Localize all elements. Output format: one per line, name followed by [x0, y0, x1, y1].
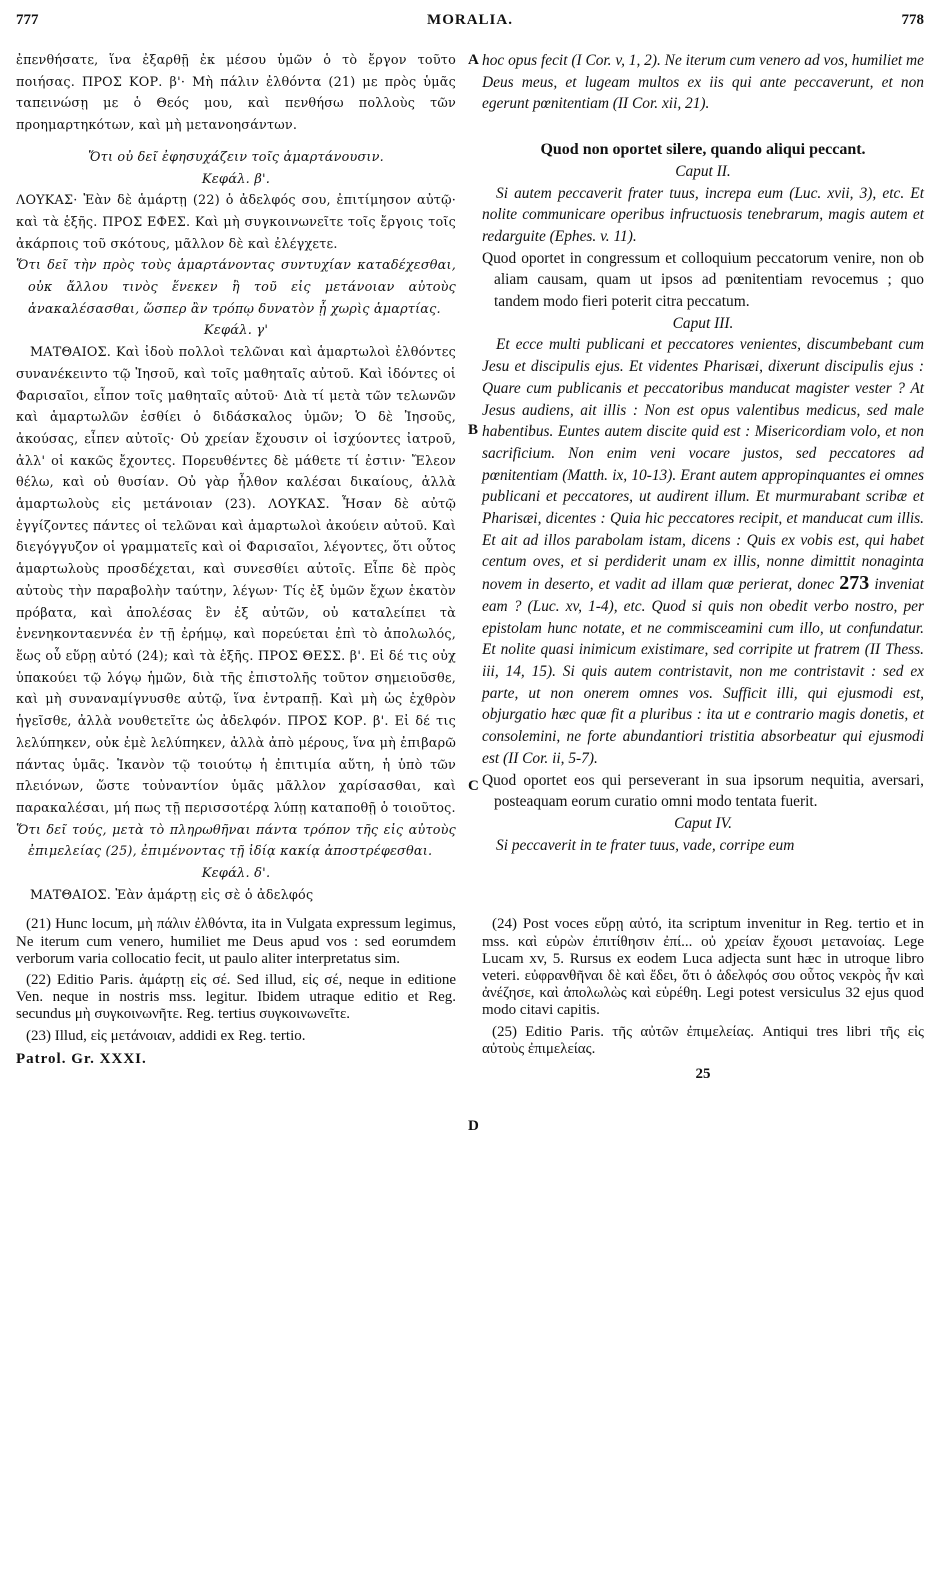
running-title: MORALIA.: [427, 12, 513, 28]
latin-paragraph-2: Si autem peccaverit frater tuus, increpa eum (Luc. xvii, 3), etc. Et nolite communicare operibus infructuosis tenebrarum, magis autem et redarguite (Ephes. v. 11).: [482, 184, 924, 245]
latin-paragraph-1: hoc opus fecit (I Cor. v, 1, 2). Ne iterum cum venero ad vos, humiliet me Deus meus, et lugeam multos ex iis qui ante peccaverunt, et non egerunt pœnitentiam (II Cor. xii, 21).: [482, 52, 924, 113]
margin-marker-d: D: [468, 1118, 479, 1134]
latin-chapter-4: Caput IV.: [674, 814, 732, 832]
footnote-25: (25) Editio Paris. τῆς αὐτῶν ἐπιμελείας. Antiqui tres libri τῆς εἰς αὐτοὺς ἐπιμελείας.: [482, 1023, 924, 1057]
margin-marker-a: A: [468, 52, 479, 68]
greek-column: [16, 50, 456, 906]
footnotes-left: [16, 916, 456, 1083]
greek-paragraph-4: ΜΑΤΘΑΙΟΣ. Ἐὰν ἁμάρτῃ εἰς σὲ ὁ ἀδελφός: [30, 887, 314, 903]
footnote-22: (22) Editio Paris. ἁμάρτῃ εἰς σέ. Sed illud, εἰς σέ, neque in editione Ven. neque in nostris mss. legitur. Ibidem utraque editio et Reg. secundus μὴ συγκοινωνῆτε. Reg. tertius συγκοινωνεῖτε.: [16, 972, 456, 1023]
right-page-number: 778: [901, 12, 924, 28]
latin-paragraph-3: [482, 334, 924, 769]
page-header: [16, 12, 924, 36]
footer-source: Patrol. Gr. XXXI.: [16, 1050, 147, 1067]
latin-heading-2: Quod non oportet silere, quando aliqui peccant.: [540, 141, 866, 159]
left-page-number: 777: [16, 12, 39, 28]
footnote-24: (24) Post voces εὕρῃ αὐτό, ita scriptum invenitur in Reg. tertio et in mss. καὶ εὑρὼν ἐπιτίθησιν ἐπί... οὐ χρείαν ἔχουσι μετανοίας. Lege Lucam xv, 5. Rursus ex eodem Luca adjecta sunt hæc in utroque libro veteri. εὐφρανθῆναι δὲ καὶ ἔδει, ὅτι ὁ ἀδελφός σου οὗτος νεκρὸς ἦν καὶ ἀνέζησε, καὶ ἀπολωλὼς καὶ εὑρέθη. Legi potest versiculus 32 ejus quod modo citavi capitis.: [482, 916, 924, 1019]
greek-heading-2: Ὅτι οὐ δεῖ ἐφησυχάζειν τοῖς ἁμαρτάνουσιν.: [88, 149, 384, 165]
greek-paragraph-3: ΜΑΤΘΑΙΟΣ. Καὶ ἰδοὺ πολλοὶ τελῶναι καὶ ἁμαρτωλοὶ ἐλθόντες συνανέκειντο τῷ Ἰησοῦ, καὶ τοῖς μαθηταῖς αὐτοῦ. Καὶ ἰδόντες οἱ Φαρισαῖοι, εἶπον τοῖς μαθηταῖς αὐτοῦ· Διὰ τί μετὰ τῶν τελωνῶν καὶ ἁμαρτωλῶν ἐσθίει ὁ διδάσκαλος ὑμῶν; Ὁ δὲ Ἰησοῦς, ἀκούσας, εἶπεν αὐτοῖς· Οὐ χρείαν ἔχουσιν οἱ ἰσχύοντες ἰατροῦ, ἀλλ' οἱ κακῶς ἔχοντες. Πορευθέντες δὲ μάθετε τί ἐστιν· Ἔλεον θέλω, καὶ οὐ θυσίαν. Οὐ γὰρ ἦλθον καλέσαι δικαίους, ἀλλὰ ἁμαρτωλοὺς εἰς μετάνοιαν (23). ΛΟΥΚΑΣ. Ἦσαν δὲ αὐτῷ ἐγγίζοντες πάντες οἱ τελῶναι καὶ ἁμαρτωλοὶ ἀκούειν αὐτοῦ. Καὶ διεγόγγυζον οἱ γραμματεῖς καὶ οἱ Φαρισαῖοι, λέγοντες, ὅτι οὗτος ἁμαρτωλοὺς προσδέχεται, καὶ συνεσθίει αὐτοῖς. Εἶπε δὲ πρὸς αὐτοὺς τὴν παραβολὴν ταύτην, λέγων· Τίς ἐξ ὑμῶν ἔχων ἑκατὸν πρόβατα, καὶ ἀπολέσας ἓν ἐξ αὐτῶν, οὐ καταλείπει τὰ ἐνενηκονταεννέα ἐν τῇ ἐρήμῳ, καὶ πορεύεται ἐπὶ τὸ ἀπολωλός, ἕως οὗ εὕρῃ αὐτό (24); καὶ τὰ ἑξῆς. ΠΡΟΣ ΘΕΣΣ. β'. Εἰ δέ τις οὐχ ὑπακούει τῷ λόγῳ ἡμῶν, διὰ τῆς ἐπιστολῆς τοῦτον σημειοῦσθε, καὶ μὴ συναναμίγνυσθε αὐτῷ, ἵνα ἐντραπῇ. Καὶ μὴ ὡς ἐχθρὸν ἡγεῖσθε, ἀλλὰ νουθετεῖτε ὡς ἀδελφόν. ΠΡΟΣ ΚΟΡ. β'. Εἰ δέ τις λελύπηκεν, οὐκ ἐμὲ λελύπηκεν, ἀλλὰ ἀπὸ μέρους, ἵνα μὴ ἐπιβαρῶ πάντας ὑμᾶς. Ἱκανὸν τῷ τοιούτῳ ἡ ἐπιτιμία αὕτη, ἡ ὑπὸ τῶν πλειόνων, ὥστε τοὐναντίον ὑμᾶς μᾶλλον χαρίσασθαι, καὶ παρακαλέσαι, μή πως τῇ περισσοτέρᾳ λύπῃ καταποθῇ ὁ τοιοῦτος.: [16, 345, 456, 816]
greek-paragraph-2: ΛΟΥΚΑΣ· Ἐὰν δὲ ἁμάρτῃ (22) ὁ ἀδελφός σου, ἐπιτίμησον αὐτῷ· καὶ τὰ ἑξῆς. ΠΡΟΣ ΕΦΕΣ. Καὶ μὴ συγκοινωνεῖτε τοῖς ἔργοις τοῖς ἀκάρποις τοῦ σκότους, μᾶλλον δὲ καὶ ἐλέγχετε.: [16, 193, 456, 252]
greek-chapter-2: Κεφάλ. β'.: [201, 171, 271, 187]
latin-paragraph-3a: Et ecce multi publicani et peccatores venientes, discumbebant cum Jesu et discipulis ejus. Et videntes Pharisæi, dixerunt discipulis ejus : Quare cum publicanis et peccatoribus manducat magister vester ? At Jesus audiens, ait illis : Non est opus valentibus medicus, sed male habentibus. Euntes autem discite quid est : Misericordiam volo, et non sacrificium. Non enim veni vocare justos, sed peccatores ad pœnitentiam (Matth. ix, 10-13). Erant autem appropinquantes ei omnes publicani et peccatores, ut audirent illum. Et murmurabant scribæ et Pharisæi, dicentes : Quia hic peccatores recipit, et manducat cum illis. Et ait ad illos parabolam istam, dicens : Quis ex vobis est, qui habet centum oves, et si perdiderit unam ex illis, nonne dimittit nonaginta novem in deserto, et vadit ad illam quæ perierat, donec: [482, 336, 924, 594]
footnotes-right: [482, 916, 924, 1083]
latin-column: [482, 50, 924, 906]
latin-heading-4: Quod oportet eos qui perseverant in sua ipsorum nequitia, aversari, posteaquam eorum curatio omni modo tentata fuerit.: [482, 771, 924, 811]
greek-heading-3: Ὅτι δεῖ τὴν πρὸς τοὺς ἁμαρτάνοντας συντυχίαν καταδέχεσθαι, οὐκ ἄλλου τινὸς ἕνεκεν ἢ τοῦ εἰς μετάνοιαν αὐτοὺς ἀνακαλέσασθαι, ὥσπερ ἂν τρόπῳ δυνατὸν ᾖ χωρὶς ἁμαρτίας.: [16, 258, 456, 317]
greek-chapter-4: Κεφάλ. δ'.: [201, 866, 271, 882]
greek-heading-4: Ὅτι δεῖ τούς, μετὰ τὸ πληρωθῆναι πάντα τρόπον τῆς εἰς αὐτοὺς ἐπιμελείας (25), ἐπιμένοντας τῇ ἰδίᾳ κακίᾳ ἀποστρέφεσθαι.: [16, 822, 456, 860]
footnote-23: (23) Illud, εἰς μετάνοιαν, addidi ex Reg. tertio.: [26, 1027, 306, 1044]
latin-chapter-2: Caput II.: [675, 162, 731, 180]
footnotes: [16, 916, 924, 1083]
latin-chapter-3: Caput III.: [672, 314, 734, 332]
margin-marker-b: B: [468, 422, 479, 438]
margin-marker-c: C: [468, 778, 479, 794]
greek-paragraph-1: ἐπενθήσατε, ἵνα ἐξαρθῇ ἐκ μέσου ὑμῶν ὁ τὸ ἔργον τοῦτο ποιήσας. ΠΡΟΣ ΚΟΡ. β'· Μὴ πάλιν ἐλθόντα (21) με πρὸς ὑμᾶς ταπεινώσῃ με ὁ Θεός μου, καὶ πενθήσω πολλοὺς τῶν προημαρτηκότων, καὶ μὴ μετανοησάντων.: [16, 53, 456, 134]
footnote-21: (21) Hunc locum, μὴ πάλιν ἐλθόντα, ita in Vulgata expressum legimus, Ne iterum cum venero, humiliet me Deus apud vos : sed eorumdem verborum varia collocatio fecit, ut paulo aliter interpretatus sim.: [16, 916, 456, 967]
latin-paragraph-3b: inveniat eam ? (Luc. xv, 1-4), etc. Quod si quis non obedit verbo nostro, per epistolam hunc notate, et ne commisceamini cum illo, ut confundatur. Et nolite quasi inimicum existimare, sed corripite ut fratrem (II Thess. iii, 14, 15). Si quis autem contristavit, non me contristavit : sed ex parte, ut non onerem omnes vos. Sufficit illi, qui ejusmodi est, objurgatio hæc quæ fit a pluribus : ita ut e contrario magis donetis, et consolemini, ne forte abundantiori tristitia absorbeatur qui ejusmodi est (II Cor. ii, 5-7).: [482, 576, 924, 767]
column-number: 273: [839, 572, 870, 595]
latin-paragraph-4: Si peccaverit in te frater tuus, vade, corripe eum: [496, 836, 795, 854]
signature-number: 25: [695, 1066, 711, 1083]
latin-heading-3: Quod oportet in congressum et colloquium peccatorum venire, non ob aliam causam, quam ut ipsos ad pœnitentiam revocemus ; quo tandem modo fieri poterit citra peccatum.: [482, 249, 924, 311]
greek-chapter-3: Κεφάλ. γ': [203, 323, 269, 339]
